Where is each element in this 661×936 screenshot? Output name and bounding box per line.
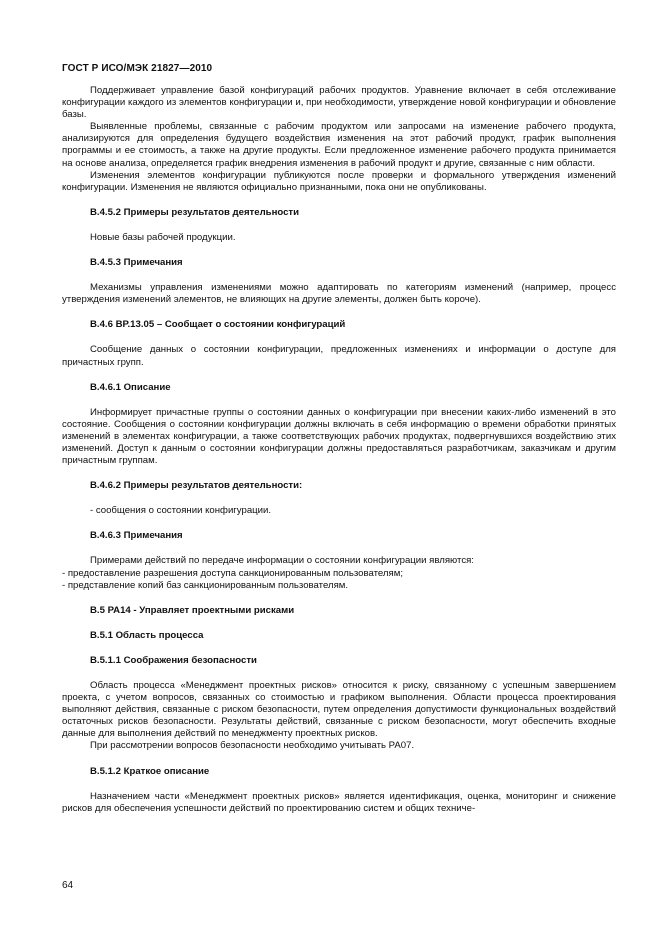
paragraph: Изменения элементов конфигурации публикуются после проверки и формального утверждения изменений конфигурации. Изменения не являются официально признанными, пока они не опубликованы. bbox=[62, 169, 616, 193]
paragraph: Назначением части «Менеджмент проектных рисков» является идентификация, оценка, мониторинг и снижение рисков для обеспечения успешности действий по проектированию систем и общих техниче- bbox=[62, 790, 616, 814]
paragraph: Поддерживает управление базой конфигураций рабочих продуктов. Уравнение включает в себя отслеживание конфигурации каждого из элементов конфигурации и, при необходимости, утверждение новой конфигурации и обновление базы. bbox=[62, 85, 616, 121]
section-heading: В.4.6 ВР.13.05 – Сообщает о состоянии конфигураций bbox=[90, 319, 346, 331]
section-heading: В.4.5.2 Примеры результатов деятельности bbox=[90, 206, 300, 218]
page-number: 64 bbox=[62, 880, 74, 891]
paragraph: Выявленные проблемы, связанные с рабочим продуктом или запросами на изменение рабочего продукта, анализируются для определения будущего воздействия изменения на этот рабочий продукт, график выполнения программы и ее стоимость, а также на другие продукты. Если предложенное изменение рабочего продукта принимается на основе анализа, определяется график внедрения изменения в рабочий продукт и другие, связанные с ним области. bbox=[62, 121, 616, 169]
section-heading: В.4.5.3 Примечания bbox=[90, 257, 183, 269]
paragraph: При рассмотрении вопросов безопасности необходимо учитывать РА07. bbox=[90, 740, 415, 752]
section-heading: В.4.6.1 Описание bbox=[90, 381, 171, 393]
section-heading: В.5 РА14 - Управляет проектными рисками bbox=[90, 604, 295, 616]
section-heading: В.5.1.2 Краткое описание bbox=[90, 765, 210, 777]
section-heading: В.5.1 Область процесса bbox=[90, 629, 204, 641]
paragraph: Примерами действий по передаче информации о состоянии конфигурации являются: bbox=[90, 555, 474, 567]
list-item: - предоставление разрешения доступа санкционированным пользователям; bbox=[62, 567, 403, 579]
paragraph: Механизмы управления изменениями можно адаптировать по категориям изменений (например, процесс утверждения изменений элементов, не влияющих на другие элементы, должен быть короче). bbox=[62, 282, 616, 306]
paragraph: Область процесса «Менеджмент проектных рисков» относится к риску, связанному с успешным завершением проекта, с учетом вопросов, связанных со стоимостью и графиком выполнения. Области процесса проектирования выполняют действия, связанные с риском безопасности, путем определения допустимости функциональных воздействий остаточных рисков безопасности. Результаты действий, связанные с риском безопасности, могут обеспечить входные данные для выполнения действий по менеджменту проектных рисков. bbox=[62, 680, 616, 740]
paragraph: Сообщение данных о состоянии конфигурации, предложенных изменениях и информации о доступе для причастных групп. bbox=[62, 344, 616, 368]
paragraph: Информирует причастные группы о состоянии данных о конфигурации при внесении каких-либо изменений в это состояние. Сообщения о состоянии конфигурации должны включать в себя информацию о времени обработки принятых изменений в элементах конфигурации, а также соответствующих рабочих продуктах, подвергнувшихся воздействию этих изменений. Доступ к данным о состоянии конфигурации должны предоставляться разработчикам, заказчикам и другим причастным группам. bbox=[62, 406, 616, 467]
paragraph: - сообщения о состоянии конфигурации. bbox=[90, 505, 272, 517]
section-heading: В.5.1.1 Соображения безопасности bbox=[90, 654, 257, 666]
paragraph: Новые базы рабочей продукции. bbox=[90, 231, 236, 243]
section-heading: В.4.6.2 Примеры результатов деятельности: bbox=[90, 480, 303, 492]
list-item: - представление копий баз санкционированным пользователям. bbox=[62, 579, 349, 591]
section-heading: В.4.6.3 Примечания bbox=[90, 530, 183, 542]
document-body bbox=[62, 85, 616, 815]
standard-header: ГОСТ Р ИСО/МЭК 21827—2010 bbox=[62, 63, 213, 74]
